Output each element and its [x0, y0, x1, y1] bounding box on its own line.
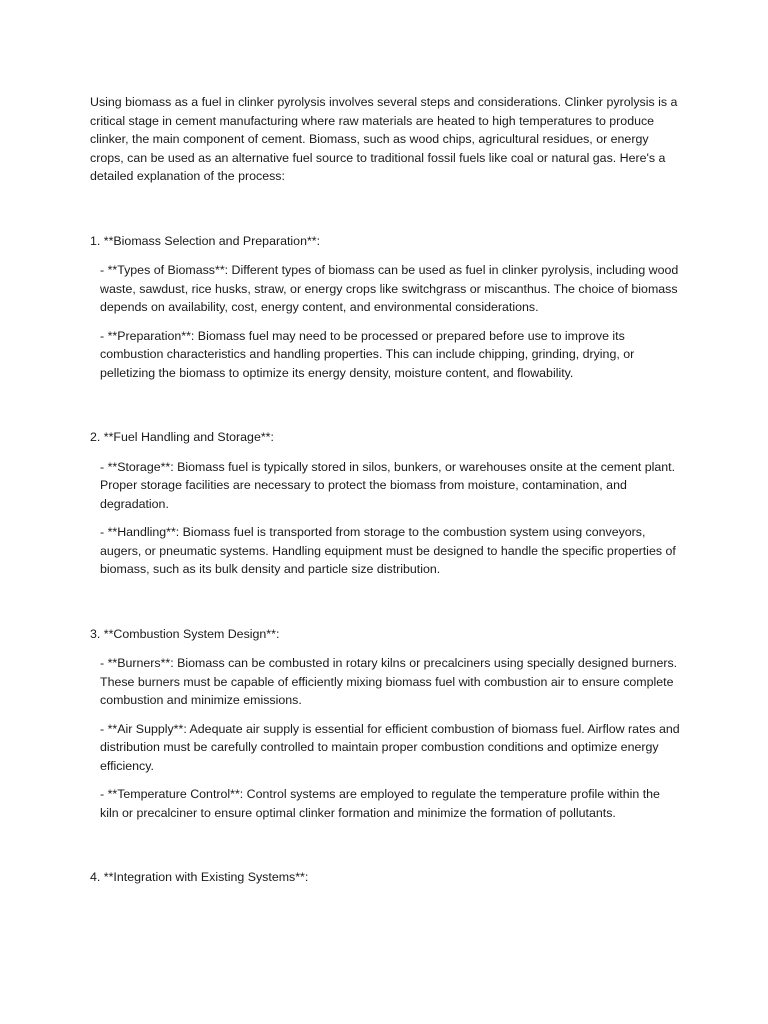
section-heading: 4. **Integration with Existing Systems**:: [90, 870, 309, 884]
section-biomass-selection: [90, 232, 680, 383]
section-item-temperature-control: - **Temperature Control**: Control systems are employed to regulate the temperature profile within the kiln or precalciner to ensure optimal clinker formation and minimize the formation of pollutants.: [100, 787, 660, 820]
section-combustion-design: [90, 625, 680, 823]
section-heading: 3. **Combustion System Design**:: [90, 626, 280, 641]
section-heading: 2. **Fuel Handling and Storage**:: [90, 430, 274, 444]
section-heading: 1. **Biomass Selection and Preparation**:: [90, 233, 321, 248]
section-item-handling: - **Handling**: Biomass fuel is transported from storage to the combustion system using conveyors, augers, or pneumatic systems. Handling equipment must be designed to handle the specific properties of biomass, such as its bulk density and particle size distribution.: [100, 525, 676, 576]
section-item-burners: - **Burners**: Biomass can be combusted in rotary kilns or precalciners using specially designed burners. These burners must be capable of efficiently mixing biomass fuel with combustion air to ensure complete combustion and minimize emissions.: [100, 656, 678, 707]
document-body: [90, 93, 680, 933]
intro-paragraph: Using biomass as a fuel in clinker pyrolysis involves several steps and considerations. Clinker pyrolysis is a critical stage in cement manufacturing where raw materials are heated to high temperatures to produce clinker, the main component of cement. Biomass, such as wood chips, agricultural residues, or energy crops, can be used as an alternative fuel source to traditional fossil fuels like coal or natural gas. Here's a detailed explanation of the process:: [90, 95, 678, 183]
section-item-storage: - **Storage**: Biomass fuel is typically stored in silos, bunkers, or warehouses onsite at the cement plant. Proper storage facilities are necessary to protect the biomass from moisture, contamination, and degradation.: [100, 459, 676, 511]
section-integration: [90, 868, 680, 887]
section-fuel-handling: [90, 428, 680, 579]
section-item-air-supply: - **Air Supply**: Adequate air supply is essential for efficient combustion of biomass fuel. Airflow rates and distribution must be carefully controlled to maintain proper combustion conditions and optimize energy efficiency.: [100, 721, 680, 773]
section-item-types-of-biomass: - **Types of Biomass**: Different types of biomass can be used as fuel in clinker pyrolysis, including wood waste, sawdust, rice husks, straw, or energy crops like switchgrass or miscanthus. The choice of biomass depends on availability, cost, energy content, and environmental considerations.: [100, 263, 679, 314]
section-item-preparation: - **Preparation**: Biomass fuel may need to be processed or prepared before use to improve its combustion characteristics and handling properties. This can include chipping, grinding, drying, or pelletizing the biomass to optimize its energy density, moisture content, and flowability.: [100, 328, 635, 380]
